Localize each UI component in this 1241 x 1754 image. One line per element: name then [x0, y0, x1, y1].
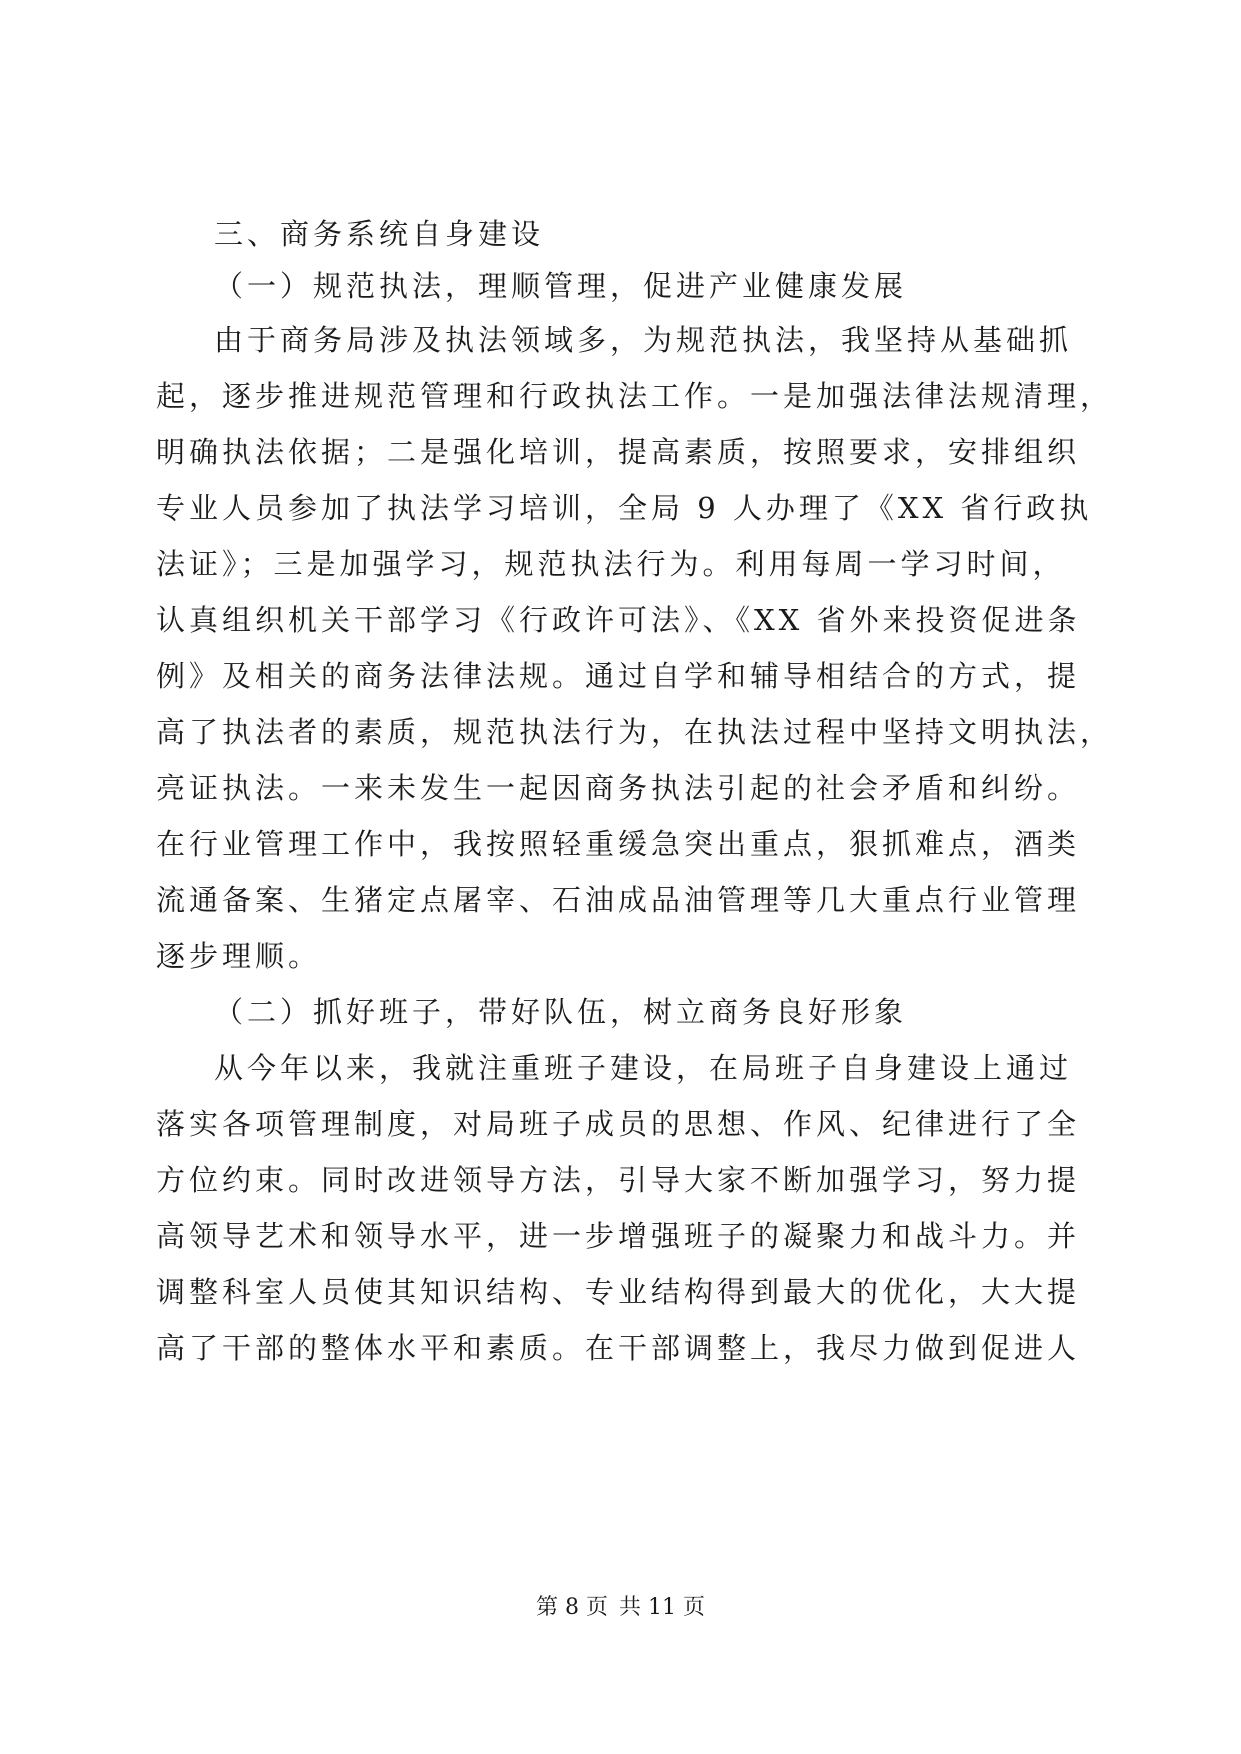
page-total: 共 11 页 — [619, 1595, 705, 1620]
paragraph-line: 例》及相关的商务法律法规。通过自学和辅导相结合的方式，提 — [156, 659, 1081, 693]
page-footer — [0, 1590, 1241, 1621]
paragraph-line: 调整科室人员使其知识结构、专业结构得到最大的优化，大大提 — [156, 1275, 1081, 1309]
page-number: 第 8 页 — [536, 1595, 608, 1620]
paragraph-line: 亮证执法。一来未发生一起因商务执法引起的社会矛盾和纠纷。 — [156, 771, 1081, 805]
paragraph-line: 高领导艺术和领导水平，进一步增强班子的凝聚力和战斗力。并 — [156, 1219, 1081, 1253]
paragraph-line: 从今年以来，我就注重班子建设，在局班子自身建设上通过 — [214, 1051, 1073, 1085]
paragraph-line: 认真组织机关干部学习《行政许可法》、《XX 省外来投资促进条 — [156, 603, 1081, 637]
section-heading: 三、商务系统自身建设 — [214, 217, 545, 251]
paragraph-line: 高了执法者的素质，规范执法行为，在执法过程中坚持文明执法， — [156, 715, 1114, 749]
paragraph-line: 在行业管理工作中，我按照轻重缓急突出重点，狠抓难点，酒类 — [156, 827, 1081, 861]
subsection-heading: （一）规范执法，理顺管理，促进产业健康发展 — [214, 269, 908, 303]
paragraph-line: 方位约束。同时改进领导方法，引导大家不断加强学习，努力提 — [156, 1163, 1081, 1197]
paragraph-line: 落实各项管理制度，对局班子成员的思想、作风、纪律进行了全 — [156, 1107, 1081, 1141]
paragraph-line: 高了干部的整体水平和素质。在干部调整上，我尽力做到促进人 — [156, 1331, 1081, 1365]
paragraph-line: 流通备案、生猪定点屠宰、石油成品油管理等几大重点行业管理 — [156, 883, 1081, 917]
paragraph-line: 专业人员参加了执法学习培训，全局 9 人办理了《XX 省行政执 — [156, 491, 1093, 525]
paragraph-line: 法证》；三是加强学习，规范执法行为。利用每周一学习时间， — [156, 547, 1066, 581]
paragraph-line: 逐步理顺。 — [156, 939, 322, 973]
paragraph-line: 由于商务局涉及执法领域多，为规范执法，我坚持从基础抓 — [214, 323, 1073, 357]
subsection-heading: （二）抓好班子，带好队伍，树立商务良好形象 — [214, 995, 908, 1029]
paragraph-line: 明确执法依据；二是强化培训，提高素质，按照要求，安排组织 — [156, 435, 1081, 469]
paragraph-line: 起，逐步推进规范管理和行政执法工作。一是加强法律法规清理， — [156, 379, 1114, 413]
